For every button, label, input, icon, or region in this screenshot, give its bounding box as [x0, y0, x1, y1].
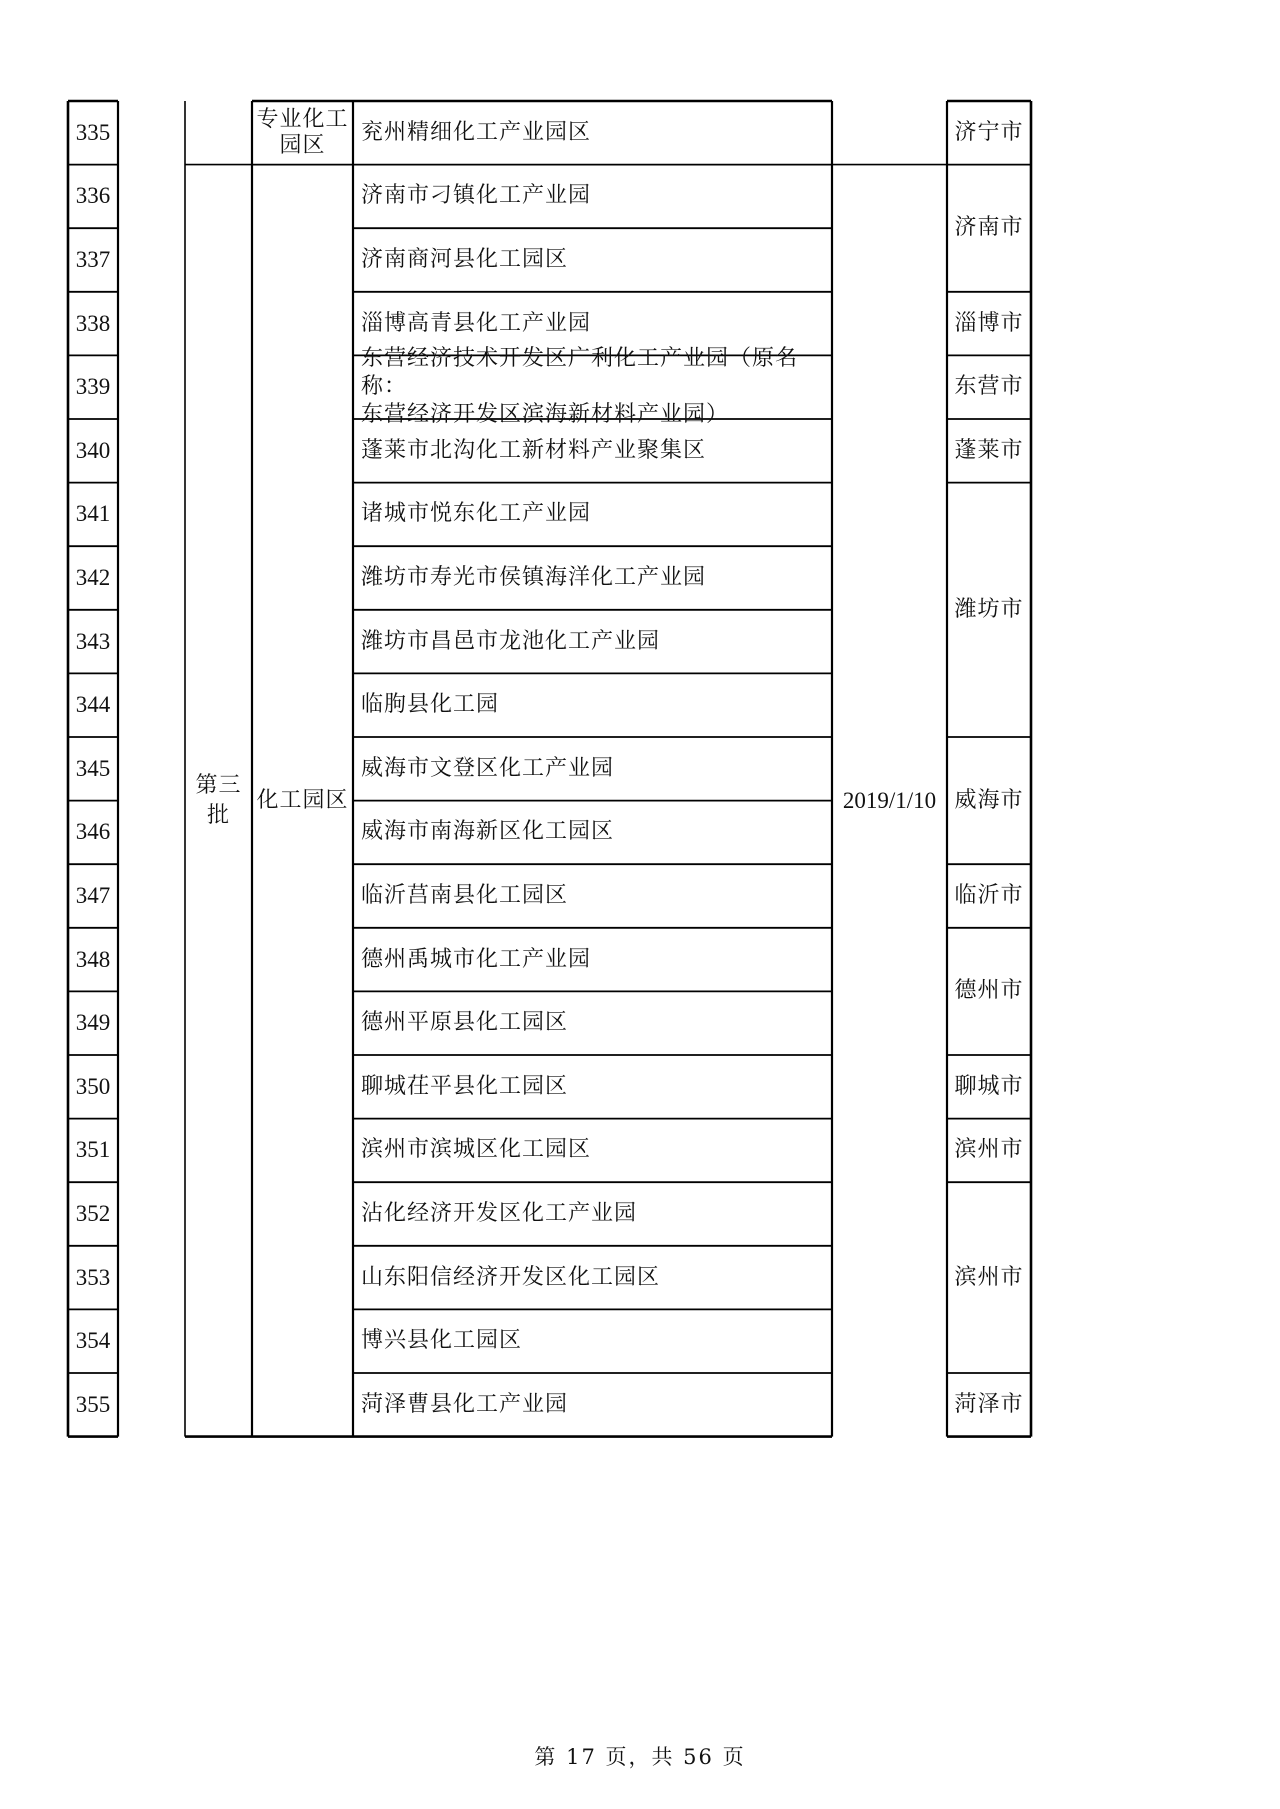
park-name: 聊城茌平县化工园区: [361, 1073, 569, 1099]
row-number: 347: [75, 882, 111, 908]
city-cell: 潍坊市: [954, 596, 1024, 622]
row-number: 338: [75, 310, 111, 336]
row-number: 341: [75, 501, 111, 527]
city-cell: 菏泽市: [954, 1391, 1024, 1417]
city-cell: 聊城市: [954, 1073, 1024, 1099]
row-number: 340: [75, 437, 111, 463]
city-cell: 济南市: [954, 215, 1024, 241]
row-number: 346: [75, 819, 111, 845]
park-name: 济南商河县化工园区: [361, 246, 569, 272]
type-chemical-park: 化工园区: [256, 787, 349, 813]
park-name: 沾化经济开发区化工产业园: [361, 1200, 638, 1226]
city-cell: 临沂市: [954, 882, 1024, 908]
city-cell: 滨州市: [954, 1137, 1024, 1163]
page-footer: 第 17 页，共 56 页: [534, 1745, 746, 1769]
city-cell: 威海市: [954, 787, 1024, 813]
row-number: 351: [75, 1137, 111, 1163]
park-name: [353, 346, 832, 428]
row-number: 354: [75, 1328, 111, 1354]
city-cell: 淄博市: [954, 310, 1024, 336]
park-name: 德州平原县化工园区: [361, 1010, 569, 1036]
park-name: 济南市刁镇化工产业园: [361, 183, 592, 209]
park-name: 威海市文登区化工产业园: [361, 755, 615, 781]
row-number: 335: [75, 119, 111, 145]
type-specialized-line1: 专业化工: [256, 106, 349, 132]
row-number: 348: [75, 946, 111, 972]
park-name-line1: 东营经济技术开发区广利化工产业园（原名称：: [361, 346, 799, 400]
row-number: 344: [75, 692, 111, 718]
type-specialized-line2: 园区: [279, 132, 326, 158]
row-number: 339: [75, 374, 111, 400]
city-cell: 滨州市: [954, 1264, 1024, 1290]
city-cell: 德州市: [954, 978, 1024, 1004]
park-name: 兖州精细化工产业园区: [361, 119, 592, 145]
row-number: 350: [75, 1073, 111, 1099]
park-name: 潍坊市昌邑市龙池化工产业园: [361, 628, 661, 654]
park-name: 德州禹城市化工产业园: [361, 946, 592, 972]
row-number: 349: [75, 1010, 111, 1036]
row-number: 353: [75, 1264, 111, 1290]
park-name: 滨州市滨城区化工园区: [361, 1137, 592, 1163]
row-number: 352: [75, 1200, 111, 1226]
batch-label: 第三批: [195, 772, 242, 828]
row-number: 337: [75, 246, 111, 272]
park-name: 诸城市悦东化工产业园: [361, 501, 592, 527]
city-cell: 蓬莱市: [954, 437, 1024, 463]
type-specialized-park: [252, 101, 353, 165]
park-name: 博兴县化工园区: [361, 1328, 523, 1354]
park-name: 淄博高青县化工产业园: [361, 310, 592, 336]
approval-date: 2019/1/10: [842, 787, 937, 813]
row-number: 342: [75, 564, 111, 590]
park-name: 潍坊市寿光市侯镇海洋化工产业园: [361, 564, 707, 590]
park-name: 临朐县化工园: [361, 692, 500, 718]
row-number: 345: [75, 755, 111, 781]
park-name-line2: 东营经济开发区滨海新材料产业园）: [361, 402, 730, 428]
park-name: 菏泽曹县化工产业园: [361, 1391, 569, 1417]
city-cell: 济宁市: [954, 119, 1024, 145]
park-name: 山东阳信经济开发区化工园区: [361, 1264, 661, 1290]
park-name: 蓬莱市北沟化工新材料产业聚集区: [361, 437, 707, 463]
row-number: 343: [75, 628, 111, 654]
row-number: 355: [75, 1391, 111, 1417]
park-name: 威海市南海新区化工园区: [361, 819, 615, 845]
park-name: 临沂莒南县化工园区: [361, 882, 569, 908]
city-cell: 东营市: [954, 374, 1024, 400]
row-number: 336: [75, 183, 111, 209]
